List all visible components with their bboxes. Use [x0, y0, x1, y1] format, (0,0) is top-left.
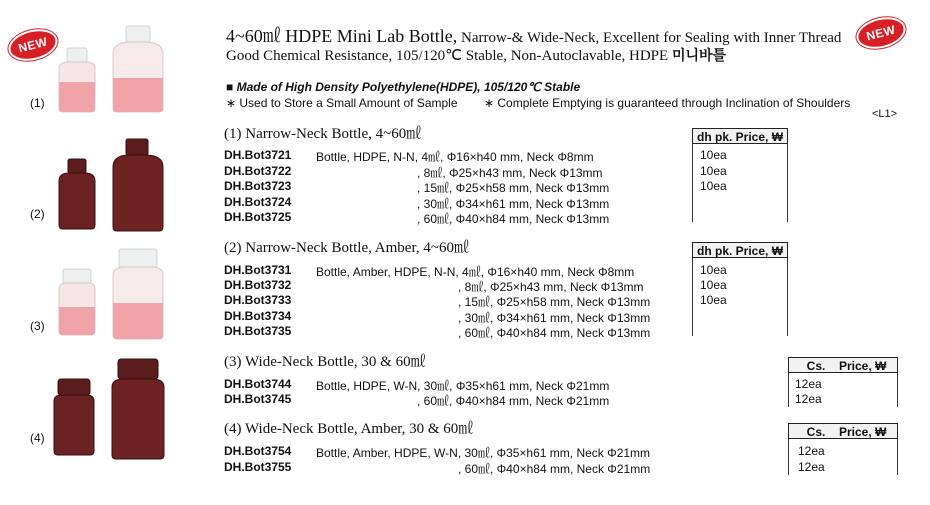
section-3-cs-label: Cs.	[806, 359, 826, 373]
product-code: DH.Bot3724	[224, 195, 292, 209]
section-3-divider-left	[788, 373, 789, 407]
product-code: DH.Bot3722	[224, 164, 292, 178]
product-desc: Bottle, HDPE, N-N, 4㎖, Φ16×h40 mm, Neck Φ8mm	[316, 150, 594, 164]
small-amber-bottle	[59, 159, 95, 229]
small-amber-wide-bottle	[54, 379, 94, 455]
product-qty: 12ea	[798, 444, 825, 458]
new-badge-left: NEW	[8, 27, 59, 63]
bottle-image-clear-narrow	[55, 20, 175, 120]
section-4-cs-label: Cs.	[806, 425, 826, 439]
section-3-title: (3) Wide-Neck Bottle, 30 & 60㎖	[224, 354, 426, 370]
bottle-image-amber-narrow	[55, 135, 175, 235]
product-desc: , 8㎖, Φ25×h43 mm, Neck Φ13mm	[458, 280, 644, 294]
product-code: DH.Bot3744	[224, 377, 292, 391]
product-code: DH.Bot3731	[224, 263, 292, 277]
section-1-price-header: dh pk. Price, ₩	[692, 128, 788, 144]
product-code: DH.Bot3721	[224, 148, 292, 162]
korean-name: 미니바틀	[671, 48, 727, 64]
product-code: DH.Bot3754	[224, 444, 292, 458]
product-desc: , 60㎖, Φ40×h84 mm, Neck Φ21mm	[458, 462, 651, 476]
large-bottle	[113, 26, 163, 112]
section-1-title: (1) Narrow-Neck Bottle, 4~60㎖	[224, 126, 422, 142]
section-3-price-label: Price, ₩	[839, 359, 887, 373]
product-desc: , 15㎖, Φ25×h58 mm, Neck Φ13mm	[458, 295, 651, 309]
bottle-image-amber-wide	[50, 355, 170, 465]
image-label-3: (3)	[30, 319, 45, 333]
section-3-price-header	[788, 357, 898, 373]
product-code: DH.Bot3733	[224, 293, 292, 307]
product-qty: 12ea	[798, 460, 825, 474]
image-label-4: (4)	[30, 431, 45, 445]
product-desc: , 30㎖, Φ34×h61 mm, Neck Φ13mm	[458, 311, 651, 325]
image-label-1: (1)	[30, 96, 45, 110]
large-amber-wide-bottle	[112, 359, 164, 459]
title-main: 4~60㎖ HDPE Mini Lab Bottle,	[226, 26, 458, 46]
product-desc: Bottle, Amber, HDPE, W-N, 30㎖, Φ35×h61 mm, Neck Φ21mm	[316, 446, 651, 460]
product-qty: 10ea	[700, 164, 727, 178]
product-desc: , 60㎖, Φ40×h84 mm, Neck Φ21mm	[417, 394, 610, 408]
section-3-divider-right	[897, 373, 898, 407]
product-code: DH.Bot3725	[224, 210, 292, 224]
section-2-divider-right	[787, 258, 788, 336]
image-label-2: (2)	[30, 207, 45, 221]
section-4-price-header	[788, 423, 898, 439]
product-qty: 10ea	[700, 179, 727, 193]
product-desc: Bottle, Amber, HDPE, N-N, 4㎖, Φ16×h40 mm, Neck Φ8mm	[316, 265, 635, 279]
large-amber-bottle	[113, 139, 163, 231]
section-1-divider-left	[692, 144, 693, 222]
product-code: DH.Bot3723	[224, 179, 292, 193]
product-qty: 12ea	[795, 392, 822, 406]
section-4-divider-left	[788, 439, 789, 475]
product-subtitle	[226, 45, 726, 65]
small-wide-bottle	[59, 269, 95, 335]
product-desc: , 60㎖, Φ40×h84 mm, Neck Φ13mm	[417, 212, 610, 226]
product-code: DH.Bot3745	[224, 392, 292, 406]
bottle-image-clear-wide	[55, 245, 175, 345]
section-2-title: (2) Narrow-Neck Bottle, Amber, 4~60㎖	[224, 240, 469, 256]
section-2-price-header: dh pk. Price, ₩	[692, 242, 788, 258]
section-4-title: (4) Wide-Neck Bottle, Amber, 30 & 60㎖	[224, 421, 474, 437]
product-code: DH.Bot3734	[224, 309, 292, 323]
large-wide-bottle	[113, 249, 163, 339]
catalog-ref: <L1>	[872, 108, 898, 120]
product-qty: 12ea	[795, 377, 822, 391]
product-code: DH.Bot3732	[224, 278, 292, 292]
product-code: DH.Bot3735	[224, 324, 292, 338]
product-qty: 10ea	[700, 278, 727, 292]
product-qty: 10ea	[700, 263, 727, 277]
subtitle-text: Good Chemical Resistance, 105/120℃ Stable, Non-Autoclavable, HDPE	[226, 48, 672, 64]
product-qty: 10ea	[700, 148, 727, 162]
new-badge-right: NEW	[856, 15, 907, 51]
product-desc: , 15㎖, Φ25×h58 mm, Neck Φ13mm	[417, 181, 610, 195]
section-2-divider-left	[692, 258, 693, 336]
note-2: ∗ Complete Emptying is guaranteed through Inclination of Shoulders	[484, 96, 851, 110]
section-4-divider-right	[897, 439, 898, 475]
title-sub: Narrow-& Wide-Neck, Excellent for Sealing with Inner Thread	[457, 30, 842, 46]
product-desc: Bottle, HDPE, W-N, 30㎖, Φ35×h61 mm, Neck Φ21mm	[316, 379, 610, 393]
product-qty: 10ea	[700, 293, 727, 307]
section-1-divider-right	[787, 144, 788, 222]
material-spec: ■ Made of High Density Polyethylene(HDPE), 105/120℃ Stable	[226, 80, 581, 94]
product-desc: , 8㎖, Φ25×h43 mm, Neck Φ13mm	[417, 166, 603, 180]
product-desc: , 60㎖, Φ40×h84 mm, Neck Φ13mm	[458, 326, 651, 340]
product-code: DH.Bot3755	[224, 460, 292, 474]
section-4-price-label: Price, ₩	[839, 425, 887, 439]
small-bottle	[59, 48, 95, 112]
product-desc: , 30㎖, Φ34×h61 mm, Neck Φ13mm	[417, 197, 610, 211]
note-1: ∗ Used to Store a Small Amount of Sample	[226, 96, 458, 110]
